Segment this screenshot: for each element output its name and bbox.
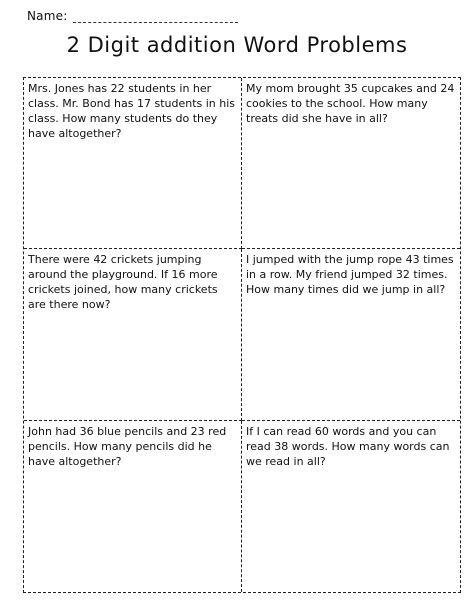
worksheet-title: 2 Digit addition Word Problems: [66, 33, 408, 57]
problem-box-1: Mrs. Jones has 22 students in her class. Mr. Bond has 17 students in his class. How many students do they have altogether?: [24, 78, 242, 249]
problem-grid: [23, 77, 461, 593]
problem-box-4: I jumped with the jump rope 43 times in a row. My friend jumped 32 times. How many times did we jump in all?: [242, 249, 460, 420]
problem-box-6: If I can read 60 words and you can read 38 words. How many words can we read in all?: [246, 424, 450, 468]
problem-box-2: My mom brought 35 cupcakes and 24 cookies to the school. How many treats did she have in all?: [242, 78, 460, 249]
name-blank-line[interactable]: [73, 12, 238, 23]
name-label: Name:: [27, 9, 68, 23]
name-field[interactable]: [27, 9, 238, 23]
problem-box-3: There were 42 crickets jumping around the playground. If 16 more crickets joined, how many crickets are there now?: [24, 249, 242, 420]
problem-box-5: John had 36 blue pencils and 23 red pencils. How many pencils did he have altogether?: [24, 421, 242, 592]
